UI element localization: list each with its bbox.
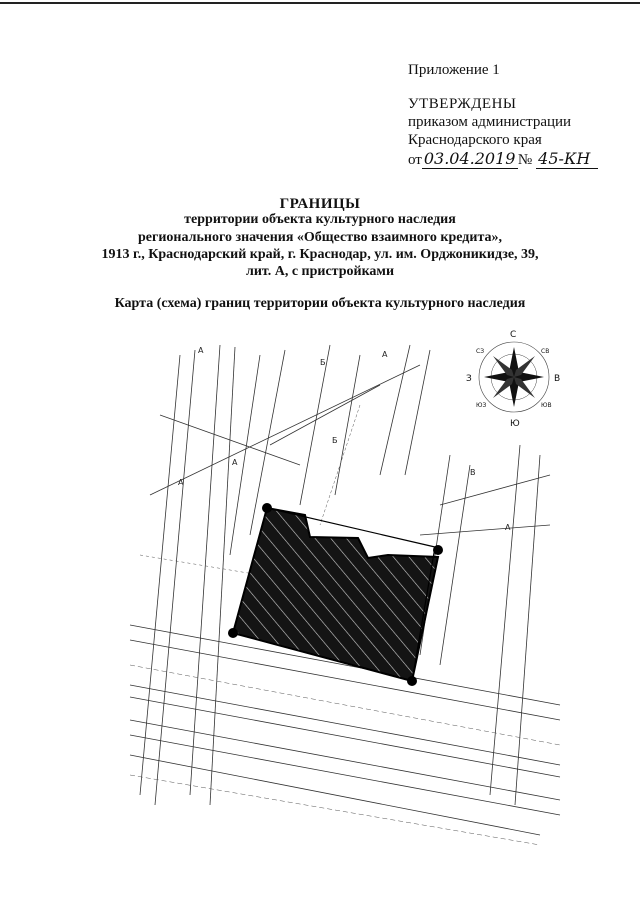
top-border-line: [0, 2, 640, 4]
order-date-line: [408, 149, 598, 169]
boundary-point: [262, 503, 272, 513]
block-label: А: [382, 350, 388, 359]
block-label: А: [178, 478, 184, 487]
approval-block: [408, 95, 571, 149]
compass-sw: ЮЗ: [476, 402, 487, 409]
block-label: Б: [320, 358, 326, 367]
boundary-point: [433, 545, 443, 555]
compass-north: С: [510, 330, 517, 340]
approved-line-2: Краснодарского края: [408, 132, 542, 148]
boundary-point: [228, 628, 238, 638]
handwritten-number: 45-КН: [536, 149, 598, 169]
appendix-label: Приложение 1: [408, 62, 500, 78]
date-prefix: от: [408, 152, 422, 168]
number-sign: №: [517, 152, 533, 168]
boundary-point: [407, 676, 417, 686]
block-label: А: [505, 523, 511, 532]
approved-title: УТВЕРЖДЕНЫ: [408, 96, 517, 112]
title-line-4: лит. А, с пристройками: [245, 264, 395, 279]
compass-nw: СЗ: [476, 348, 485, 355]
title-line-2: регионального значения «Общество взаимного кредита»,: [138, 230, 502, 245]
compass-ne: СВ: [541, 348, 550, 355]
block-label: А: [198, 346, 204, 355]
map-caption: Карта (схема) границ территории объекта культурного наследия: [114, 296, 526, 311]
compass-west: З: [466, 374, 472, 384]
handwritten-date: 03.04.2019: [422, 149, 518, 169]
heritage-territory: [233, 508, 438, 681]
block-label: В: [470, 468, 476, 477]
compass-rose: [466, 330, 560, 429]
title-line-3: 1913 г., Краснодарский край, г. Краснодар, ул. им. Орджоникидзе, 39,: [101, 247, 539, 262]
boundary-map: [120, 325, 570, 845]
compass-east: В: [554, 374, 561, 384]
compass-south: Ю: [510, 419, 520, 429]
approved-line-1: приказом администрации: [408, 114, 572, 130]
title-line-1: территории объекта культурного наследия: [184, 212, 456, 227]
block-label: А: [232, 458, 238, 467]
block-label: Б: [332, 436, 338, 445]
compass-se: ЮВ: [541, 402, 552, 409]
document-heading: ГРАНИЦЫ: [279, 196, 361, 212]
